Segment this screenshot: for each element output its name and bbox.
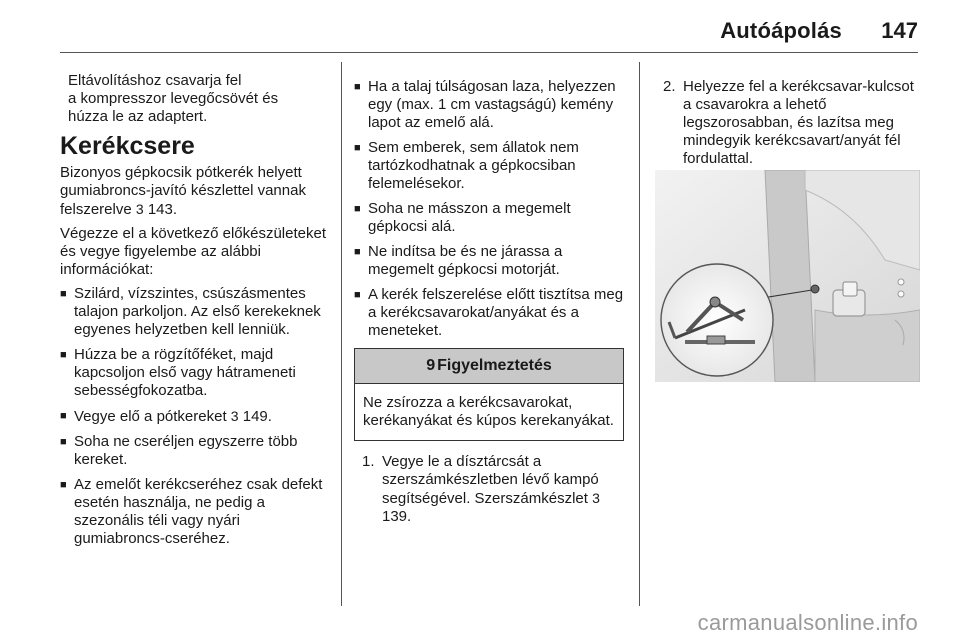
warning-title: Figyelmeztetés [437, 357, 552, 374]
page-reference[interactable]: 143. [147, 201, 178, 218]
list-item: ■ Ha a talaj túlságosan laza, helyezzen egy (max. 1 cm vastagságú) kemény lapot az emelő alá. [354, 78, 624, 132]
list-item: ■ Az emelőt kerékcseréhez csak defekt esetén használja, ne pedig a szezonális téli vagy nyári gumiabroncs-cseréhez. [60, 476, 328, 548]
step-text: Helyezze fel a kerékcsavar-kulcsot a csavarokra a lehető legszorosabban, és lazítsa meg mindegyik kerékcsavart/anyát fél fordulattal. [683, 78, 914, 167]
header-divider [60, 52, 918, 53]
list-item-text: Vegye elő a pótkereket [74, 408, 227, 425]
section-title: Autóápolás [720, 18, 842, 43]
ref-arrow-icon: 3 [592, 490, 600, 506]
list-item: ■ Soha ne másszon a megemelt gépkocsi alá. [354, 200, 624, 236]
list-item: ■ Szilárd, vízszintes, csúszásmentes talajon parkoljon. Az első kerekeknek egyenes helyzetben kell lenniük. [60, 285, 328, 339]
step-1 [354, 453, 624, 526]
page-reference[interactable]: 139. [382, 508, 412, 525]
warning-text: Ne zsírozza a kerékcsavarokat, kerékanyákat és kúpos kerekanyákat. [363, 394, 614, 429]
intro-paragraph [60, 72, 328, 126]
list-item: ■ Soha ne cseréljen egyszerre több kereket. [60, 433, 328, 469]
column-1 [60, 72, 328, 555]
paragraph-text: Bizonyos gépkocsik pótkerék helyett gumiabroncs-javító készlettel vannak felszerelve [60, 164, 306, 218]
section-heading: Kerékcsere [60, 132, 195, 160]
wheel-wrench-illustration [655, 170, 920, 382]
list-item: ■ Ne indítsa be és ne járassa a megemelt gépkocsi motorját. [354, 243, 624, 279]
list-item: ■ Sem emberek, sem állatok nem tartózkodhatnak a gépkocsiban felemelésekor. [354, 139, 624, 193]
column-2 [354, 78, 624, 532]
watermark: carmanualsonline.info [697, 610, 918, 635]
warning-header [355, 349, 623, 384]
intro-line: a kompresszor levegőcsövét és [68, 90, 279, 107]
page-number: 147 [881, 18, 918, 43]
paragraph-preparation: Végezze el a következő előkészületeket és vegye figyelembe az alábbi információkat: [60, 225, 326, 278]
ref-arrow-icon: 3 [230, 408, 239, 424]
list-item [60, 407, 328, 426]
step-number: 1. [362, 453, 375, 470]
column-3 [655, 78, 923, 174]
step-2 [655, 78, 923, 168]
warning-triangle-icon: 9 [426, 357, 436, 374]
page-header [0, 0, 960, 54]
list-item: ■ Húzza be a rögzítőféket, majd kapcsoljon első vagy hátrameneti sebességfokozatba. [60, 346, 328, 400]
paragraph-spare-wheel [60, 164, 328, 219]
warning-box [354, 348, 624, 441]
intro-line: Eltávolításhoz csavarja fel [68, 72, 242, 89]
step-text: Vegye le a dísztárcsát a szerszámkészletben lévő kampó segítségével. Szerszámkészlet [382, 453, 599, 507]
page-reference[interactable]: 149. [242, 408, 272, 425]
column-divider-2 [639, 62, 640, 606]
ref-arrow-icon: 3 [135, 201, 144, 217]
intro-line: húzza le az adaptert. [68, 108, 208, 125]
column-divider-1 [341, 62, 342, 606]
list-item: ■ A kerék felszerelése előtt tisztítsa meg a kerékcsavarokat/anyákat és a meneteket. [354, 286, 624, 340]
step-number: 2. [663, 78, 676, 95]
